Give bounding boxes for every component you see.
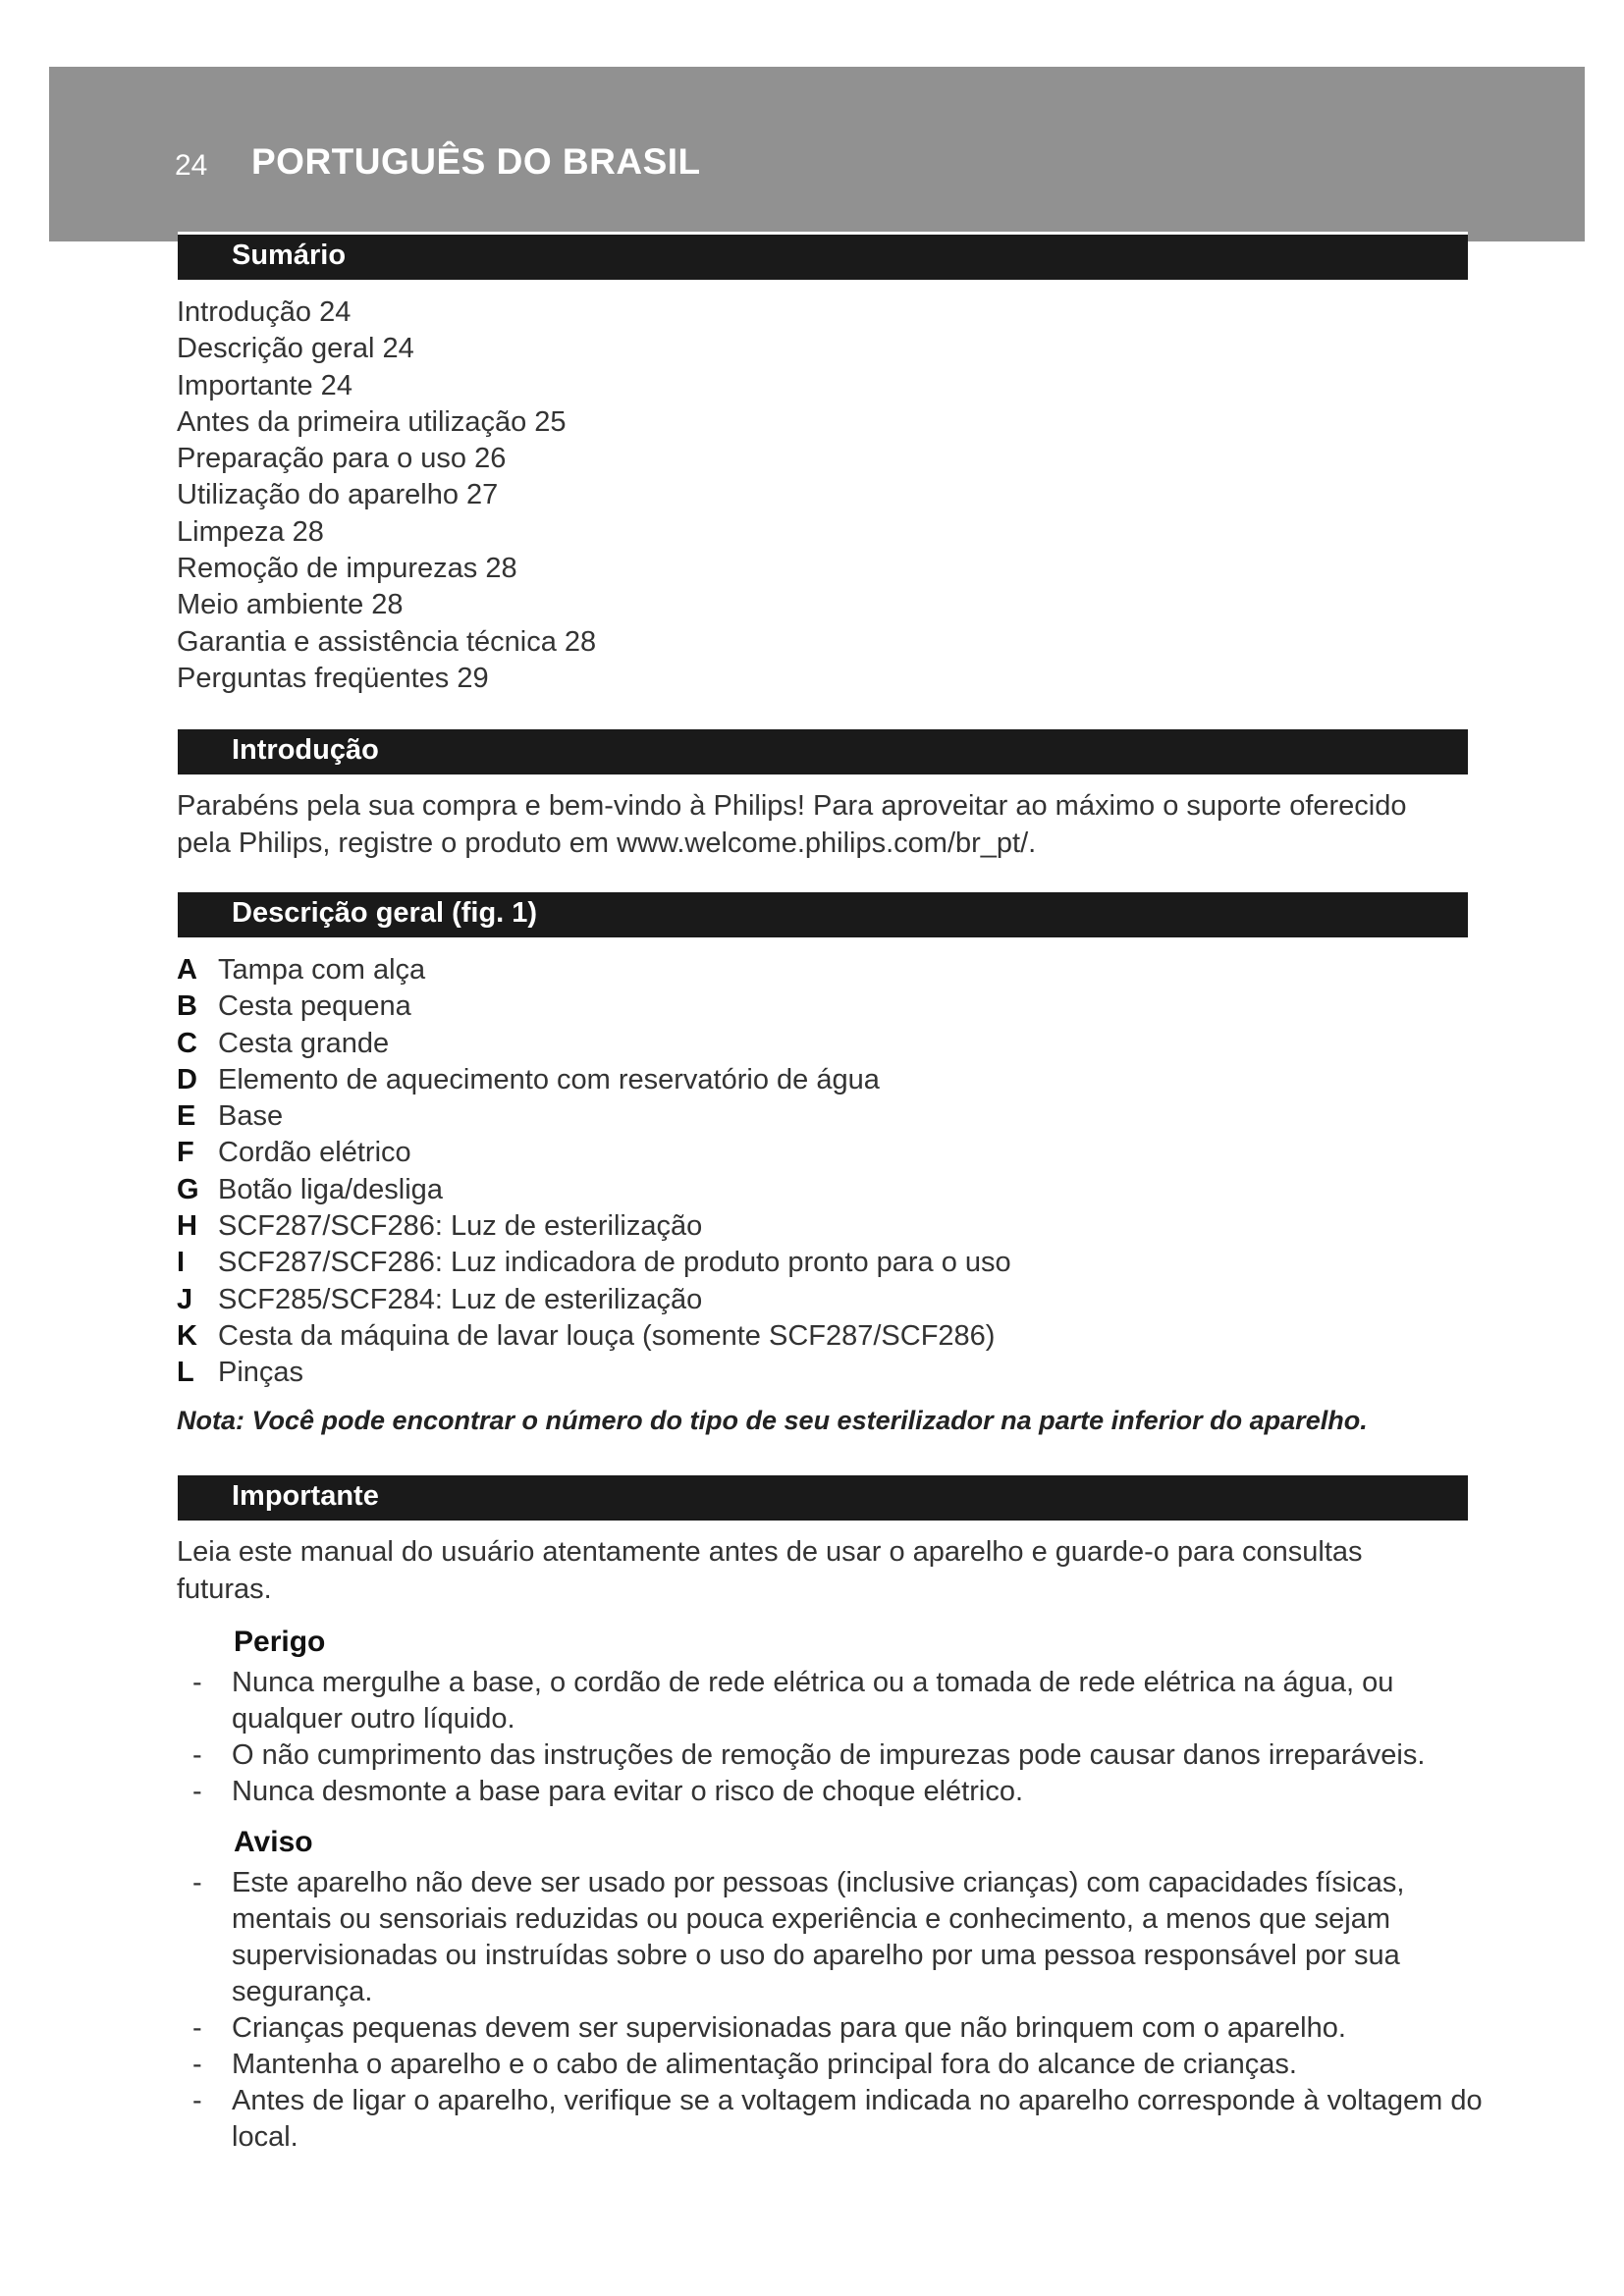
warning-item: - Crianças pequenas devem ser supervisionadas para que não brinquem com o aparelho.: [192, 2012, 1346, 2044]
overview-item: G Botão liga/desliga: [177, 1173, 443, 1205]
danger-heading: Perigo: [234, 1626, 326, 1658]
important-line-1: Leia este manual do usuário atentamente antes de usar o aparelho e guarde-o para consultas: [177, 1536, 1363, 1568]
warning-list: [192, 1865, 1489, 2156]
toc-item: Limpeza 28: [177, 515, 324, 548]
toc-item: Descrição geral 24: [177, 333, 414, 365]
intro-section-bar: [178, 726, 1468, 774]
overview-item: L Pinças: [177, 1357, 304, 1389]
important-title: Importante: [232, 1480, 379, 1512]
warning-heading: Aviso: [234, 1826, 313, 1858]
danger-item: - Nunca desmonte a base para evitar o risco de choque elétrico.: [192, 1776, 1024, 1807]
overview-item: C Cesta grande: [177, 1027, 390, 1059]
toc-section-bar: [178, 232, 1468, 280]
toc-item: Importante 24: [177, 369, 352, 401]
toc-item: Perguntas freqüentes 29: [177, 662, 489, 694]
overview-section-bar: [178, 889, 1468, 937]
overview-item: H SCF287/SCF286: Luz de esterilização: [177, 1210, 703, 1243]
danger-item: - Nunca mergulhe a base, o cordão de rede elétrica ou a tomada de rede elétrica na água, ou qualquer outro líquido.: [192, 1667, 1394, 1735]
intro-line-2: pela Philips, registre o produto em www.welcome.philips.com/br_pt/.: [177, 828, 1037, 859]
overview-item: A Tampa com alça: [177, 954, 426, 986]
danger-list: [192, 1665, 1489, 1810]
intro-line-1: Parabéns pela sua compra e bem-vindo à Philips! Para aproveitar ao máximo o suporte oferecido: [177, 790, 1407, 822]
important-section-bar: [178, 1472, 1468, 1521]
important-paragraph: [177, 1533, 1483, 1608]
overview-item: J SCF285/SCF284: Luz de esterilização: [177, 1283, 703, 1315]
toc-item: Meio ambiente 28: [177, 589, 404, 621]
danger-item: - O não cumprimento das instruções de remoção de impurezas pode causar danos irreparáveis.: [192, 1739, 1426, 1771]
toc-title: Sumário: [232, 240, 347, 271]
overview-note: Nota: Você pode encontrar o número do tipo de seu esterilizador na parte inferior do aparelho.: [177, 1406, 1368, 1435]
toc-item: Introdução 24: [177, 296, 352, 328]
intro-paragraph: [177, 787, 1483, 862]
toc-item: Antes da primeira utilização 25: [177, 405, 567, 438]
overview-item: F Cordão elétrico: [177, 1137, 411, 1169]
intro-title: Introdução: [232, 734, 379, 766]
toc-item: Remoção de impurezas 28: [177, 553, 517, 585]
overview-item: I SCF287/SCF286: Luz indicadora de produto pronto para o uso: [177, 1247, 1011, 1279]
warning-item: - Mantenha o aparelho e o cabo de alimentação principal fora do alcance de crianças.: [192, 2049, 1297, 2080]
language-heading: PORTUGUÊS DO BRASIL: [251, 141, 701, 182]
overview-item: K Cesta da máquina de lavar louça (somente SCF287/SCF286): [177, 1319, 996, 1352]
toc-item: Utilização do aparelho 27: [177, 479, 499, 511]
page-number: 24: [175, 149, 208, 182]
overview-item: D Elemento de aquecimento com reservatório de água: [177, 1063, 880, 1095]
toc-item: Garantia e assistência técnica 28: [177, 625, 597, 658]
overview-item: E Base: [177, 1100, 284, 1133]
warning-item: - Antes de ligar o aparelho, verifique se a voltagem indicada no aparelho corresponde à voltagem do local.: [192, 2085, 1483, 2153]
important-line-2: futuras.: [177, 1574, 272, 1605]
overview-item: B Cesta pequena: [177, 990, 411, 1023]
overview-title: Descrição geral (fig. 1): [232, 897, 538, 929]
toc-item: Preparação para o uso 26: [177, 443, 507, 475]
warning-item: - Este aparelho não deve ser usado por pessoas (inclusive crianças) com capacidades físicas, mentais ou sensoriais reduzidas ou pouca experiência e conhecimento, a menos que sejam supervisionadas ou instruídas sobre o uso do aparelho por uma pessoa responsável por sua segurança.: [192, 1867, 1405, 2007]
overview-list: [177, 952, 1011, 1392]
toc-list: [177, 294, 596, 697]
